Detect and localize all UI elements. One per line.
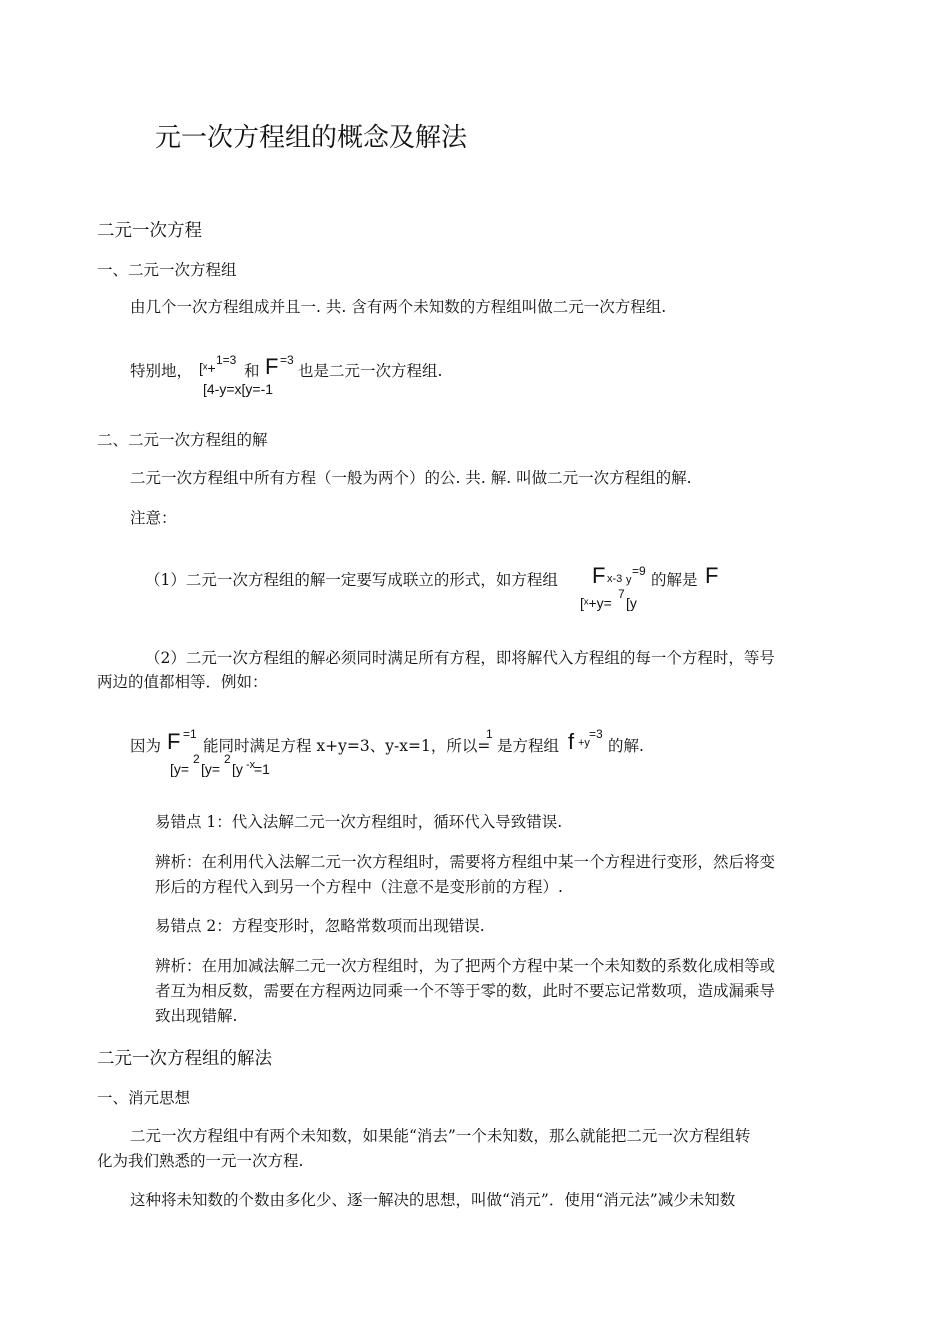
note2-line2: 两边的值都相等．例如： <box>97 673 268 691</box>
example-prefix: 因为 <box>130 737 162 755</box>
example-sup2: 1 <box>486 727 493 741</box>
note1-sub1: x-3 <box>607 573 623 585</box>
special-frag-b: 1=3 <box>216 353 237 367</box>
special-line2: [4-y=x[y=-1 <box>203 381 274 397</box>
subsection-heading-solution: 二、二元一次方程组的解 <box>97 431 268 449</box>
special-prefix: 特别地， <box>130 362 193 380</box>
error-1-analysis-line1: 辨析：在利用代入法解二元一次方程组时，需要将方程组中某一个方程进行变形，然后将变 <box>155 853 776 871</box>
definition-solution: 二元一次方程组中所有方程（一般为两个）的公. 共. 解. 叫做二元一次方程组的解. <box>130 469 692 487</box>
page-title: 元一次方程组的概念及解法 <box>155 123 468 153</box>
example-sub2: +y <box>578 737 590 749</box>
example-line2g: =1 <box>254 761 270 777</box>
note1-sup1: =9 <box>632 564 646 578</box>
elimination-p2-line1: 这种将未知数的个数由多化少、逐一解决的思想，叫做“消元”．使用“消元法”减少未知数 <box>130 1191 736 1209</box>
note1-F1: F <box>592 563 606 588</box>
definition-system: 由几个一次方程组成并且一. 共. 含有两个未知数的方程组叫做二元一次方程组. <box>130 298 667 316</box>
example-suffix: 的解. <box>608 737 644 755</box>
note-label: 注意： <box>130 509 177 527</box>
example-sup3: =3 <box>589 727 603 741</box>
note1-line2c: [y <box>626 595 637 611</box>
special-frag-c: F <box>265 354 279 379</box>
special-suffix: 也是二元一次方程组. <box>298 362 443 380</box>
error-1-title: 易错点 1：代入法解二元一次方程组时，循环代入导致错误. <box>155 813 563 831</box>
error-2-analysis-line1: 辨析：在用加减法解二元一次方程组时，为了把两个方程中某一个未知数的系数化成相等或 <box>155 957 776 975</box>
example-line2b: 2 <box>193 752 200 766</box>
note1-line2b: 7 <box>618 587 625 601</box>
note1-line2a: [ˣ+y= <box>580 595 612 611</box>
error-1-analysis-line2: 形后的方程代入到另一个方程中（注意不是变形前的方程）. <box>155 878 563 896</box>
elimination-p1-line1: 二元一次方程组中有两个未知数，如果能“消去”一个未知数，那么就能把二元一次方程组转 <box>130 1127 751 1145</box>
subsection-heading-elimination: 一、消元思想 <box>97 1089 191 1107</box>
error-2-title: 易错点 2：方程变形时，忽略常数项而出现错误. <box>155 917 485 935</box>
example-F1: F <box>167 729 181 754</box>
special-conj: 和 <box>244 362 260 380</box>
example-line2f: -x <box>246 759 256 771</box>
special-frag-a: [ˣ+ <box>199 360 216 376</box>
example-line2d: 2 <box>224 752 231 766</box>
example-f2: f <box>568 729 575 754</box>
note1-sub2: y <box>626 574 632 586</box>
example-sup1: =1 <box>183 727 197 741</box>
subsection-heading-system: 一、二元一次方程组 <box>97 261 237 279</box>
note1-F2: F <box>705 563 719 588</box>
note1-mid: 的解是 <box>651 571 698 589</box>
error-2-analysis-line2: 者互为相反数，需要在方程两边同乘一个不等于零的数，此时不要忘记常数项，造成漏乘导 <box>155 982 776 1000</box>
error-2-analysis-line3: 致出现错解. <box>155 1007 238 1025</box>
example-line2e: [y <box>232 761 243 777</box>
example-line2a: [y= <box>170 761 190 777</box>
section-heading-equation: 二元一次方程 <box>97 221 202 241</box>
special-frag-d: =3 <box>280 353 294 367</box>
example-mid2: 是方程组 <box>497 737 560 755</box>
note2-line1: （2）二元一次方程组的解必须同时满足所有方程，即将解代入方程组的每一个方程时，等号 <box>145 649 775 667</box>
note1-text: （1）二元一次方程组的解一定要写成联立的形式，如方程组 <box>145 571 558 589</box>
example-mid1: 能同时满足方程 x+y=3、y-x=1，所以= <box>203 737 491 755</box>
elimination-p1-line2: 化为我们熟悉的一元一次方程. <box>97 1152 304 1170</box>
section-heading-methods: 二元一次方程组的解法 <box>97 1049 272 1069</box>
example-line2c: [y= <box>201 761 221 777</box>
